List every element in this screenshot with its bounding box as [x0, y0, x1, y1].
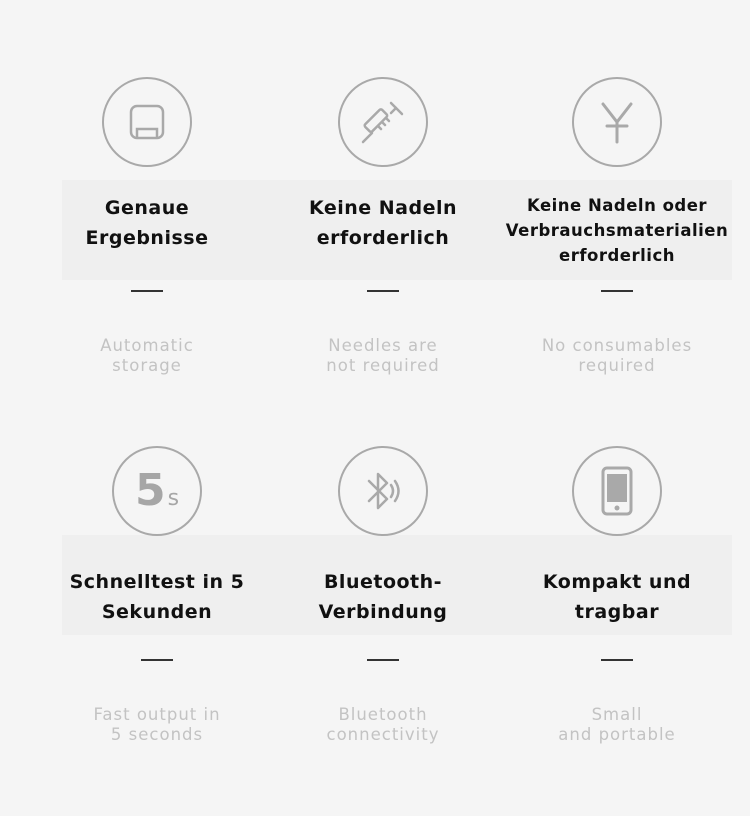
- feature-title: Schnelltest in 5 Sekunden: [69, 571, 245, 623]
- divider: [367, 659, 399, 661]
- feature-description: Automatic storage: [100, 336, 194, 375]
- feature-title: Bluetooth- Verbindung: [318, 571, 448, 623]
- divider: [131, 290, 163, 292]
- storage-icon: [102, 77, 192, 167]
- feature-title: Keine Nadeln erforderlich: [308, 197, 458, 249]
- feature-accurate-results: [27, 77, 267, 377]
- five-seconds-icon: 5s: [112, 446, 202, 536]
- feature-description: Needles are not required: [326, 336, 440, 375]
- bluetooth-icon: [338, 446, 428, 536]
- feature-title: Kompakt und tragbar: [542, 571, 692, 623]
- yen-icon: [572, 77, 662, 167]
- feature-description: Small and portable: [558, 705, 676, 744]
- phone-icon: [572, 446, 662, 536]
- feature-description: Bluetooth connectivity: [326, 705, 440, 744]
- divider: [367, 290, 399, 292]
- feature-no-consumables: [497, 77, 737, 377]
- feature-description: No consumables required: [541, 336, 693, 375]
- feature-fast-test: [37, 446, 277, 746]
- feature-description: Fast output in 5 seconds: [93, 705, 221, 744]
- feature-title: Genaue Ergebnisse: [85, 197, 209, 249]
- divider: [601, 290, 633, 292]
- syringe-icon: [338, 77, 428, 167]
- feature-portable: [497, 446, 737, 746]
- divider: [601, 659, 633, 661]
- divider: [141, 659, 173, 661]
- feature-title: Keine Nadeln oder Verbrauchsmaterialien erforderlich: [505, 196, 729, 265]
- feature-bluetooth: [263, 446, 503, 746]
- feature-no-needles: [263, 77, 503, 377]
